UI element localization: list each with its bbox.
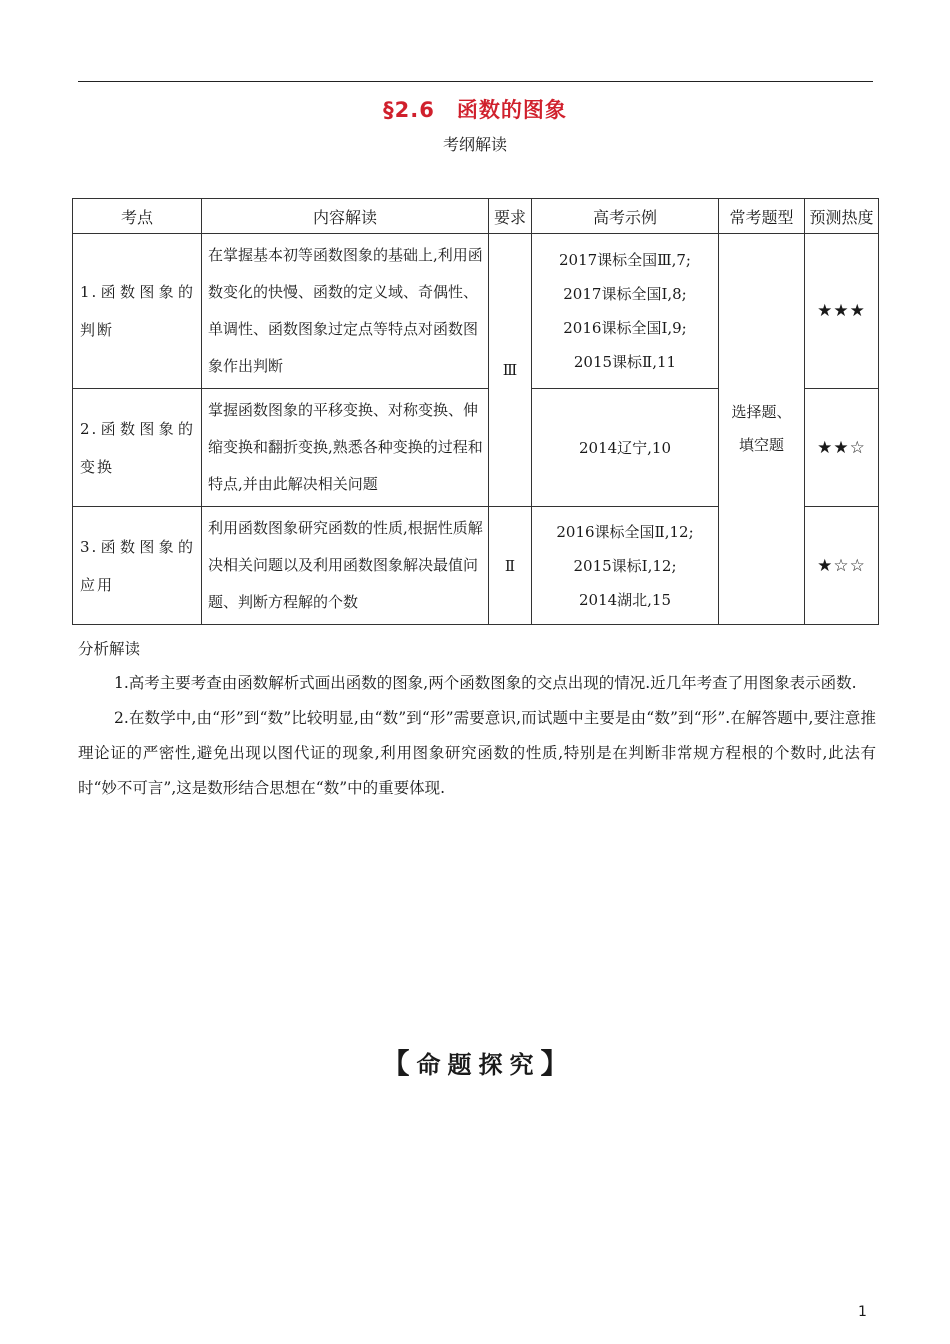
example-line: 2016课标全国Ⅰ,9; (563, 319, 687, 337)
heat-rating: ★★☆ (805, 389, 879, 507)
section-number: §2.6 (383, 98, 435, 122)
question-type-line: 填空题 (738, 436, 784, 454)
analysis-paragraph: 1.高考主要考查由函数解析式画出函数的图象,两个函数图象的交点出现的情况.近几年考查了用图象表示函数. (114, 674, 857, 692)
left-bracket: 【 (381, 1047, 410, 1080)
example-line: 2016课标全国Ⅱ,12; (556, 522, 694, 541)
column-header: 考点 (73, 199, 202, 234)
badge-text: 命题探究 (416, 1051, 541, 1079)
example-line: 2017课标全国Ⅰ,8; (563, 285, 687, 303)
content-cell: 在掌握基本初等函数图象的基础上,利用函数变化的快慢、函数的定义域、奇偶性、单调性、函数图象过定点等特点对函数图象作出判断 (202, 234, 489, 389)
requirement-cell: Ⅲ (489, 234, 532, 507)
right-bracket: 】 (540, 1047, 569, 1080)
example-line: 2014辽宁,10 (578, 438, 672, 457)
example-line: 2014湖北,15 (578, 590, 672, 609)
knowledge-point-cell: 3.函数图象的应用 (73, 507, 202, 625)
heat-rating: ★★★ (805, 234, 879, 389)
column-header: 高考示例 (532, 199, 719, 234)
header-rule (78, 81, 873, 82)
column-header: 常考题型 (719, 199, 805, 234)
section-title-text: 函数的图象 (456, 98, 567, 122)
examples-cell (532, 234, 719, 389)
subtitle: 考纲解读 (442, 135, 507, 154)
analysis-heading: 分析解读 (78, 640, 141, 658)
table-row (73, 234, 879, 389)
knowledge-point-cell: 1.函数图象的判断 (73, 234, 202, 389)
page-number: 1 (858, 1304, 867, 1320)
knowledge-point-cell: 2.函数图象的变换 (73, 389, 202, 507)
section-title (0, 94, 950, 124)
analysis-section (78, 636, 876, 806)
syllabus-table (72, 198, 879, 625)
example-line: 2015课标Ⅰ,12; (573, 556, 677, 575)
section-badge (0, 1042, 950, 1082)
column-header: 内容解读 (202, 199, 489, 234)
examples-cell (532, 389, 719, 507)
content-cell: 掌握函数图象的平移变换、对称变换、伸缩变换和翻折变换,熟悉各种变换的过程和特点,并由此解决相关问题 (202, 389, 489, 507)
content-cell: 利用函数图象研究函数的性质,根据性质解决相关问题以及利用函数图象解决最值问题、判断方程解的个数 (202, 507, 489, 625)
column-header: 要求 (489, 199, 532, 234)
requirement-cell: Ⅱ (489, 507, 532, 625)
question-type-cell (719, 234, 805, 625)
table-header-row (73, 199, 879, 234)
example-line: 2017课标全国Ⅲ,7; (558, 251, 691, 269)
heat-rating: ★☆☆ (805, 507, 879, 625)
column-header: 预测热度 (805, 199, 879, 234)
example-line: 2015课标Ⅱ,11 (573, 353, 677, 371)
analysis-paragraph: 2.在数学中,由“形”到“数”比较明显,由“数”到“形”需要意识,而试题中主要是由“数”到“形”.在解答题中,要注意推理论证的严密性,避免出现以图代证的现象,利用图象研究函数的性质,特别是在判断非常规方程根的个数时,此法有时“妙不可言”,这是数形结合思想在“数”中的重要体现. (78, 709, 876, 797)
question-type-line: 选择题、 (731, 403, 792, 421)
examples-cell (532, 507, 719, 625)
